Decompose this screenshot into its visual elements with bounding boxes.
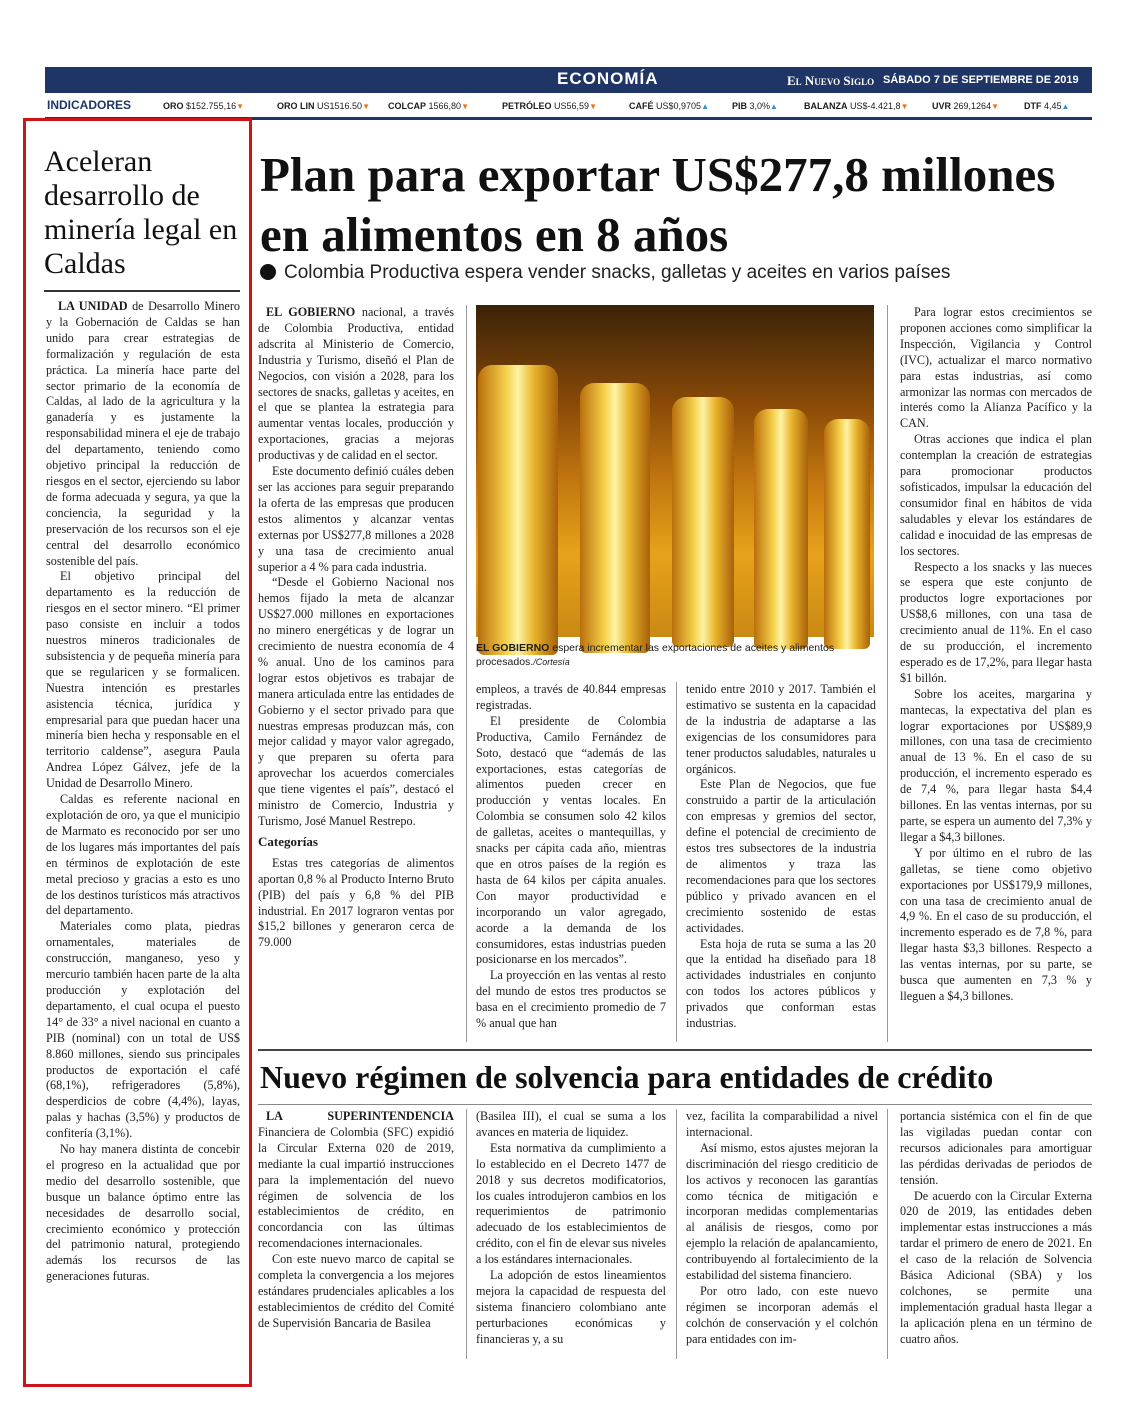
indicator-uvr: UVR 269,1264▼: [932, 101, 999, 111]
paragraph: No hay manera distinta de concebir el progreso en la actualidad que por medio del desarrollo sostenible, que busque un balance óptimo entre las necesidades de desarrollo social, crecimiento económico y protección del patrimonio natural, protegiendo además los recursos de las generaciones futuras.: [46, 1142, 240, 1284]
indicator-oro-lin: ORO LIN US1516.50▼: [277, 101, 370, 111]
sidebar-headline: Aceleran desarrollo de minería legal en Caldas: [44, 145, 238, 280]
paragraph: LA SUPERINTENDENCIA Financiera de Colombia (SFC) expidió la Circular Externa 020 de 2019, mediante la cual impartió instrucciones para la implementación del nuevo régimen de solvencia de los establecimientos de crédito, en concordancia con las últimas recomendaciones internacionales.: [258, 1109, 454, 1251]
down-arrow-icon: ▼: [362, 102, 370, 111]
paragraph: Por otro lado, con este nuevo régimen se incorporan además el colchón de conservación y el colchón para entidades con im-: [686, 1283, 878, 1346]
paragraph: Así mismo, estos ajustes mejoran la discriminación del riesgo crediticio de los activos y reconocen las garantías como técnica de mitigación e incorporan medidas complementarias al análisis de riesgos, como por ejemplo la relación de apalancamiento, contribuyendo al fortalecimiento de la estabilidad del sistema financiero.: [686, 1140, 878, 1283]
paragraph: empleos, a través de 40.844 empresas registradas.: [476, 682, 666, 712]
down-arrow-icon: ▼: [589, 102, 597, 111]
down-arrow-icon: ▼: [461, 102, 469, 111]
second-column-3: [686, 1109, 878, 1348]
paragraph: Con este nuevo marco de capital se completa la convergencia a los mejores estándares prudenciales aplicables a los establecimientos de crédito del Comité de Supervisión Bancaria de Basilea: [258, 1252, 454, 1330]
second-headline: Nuevo régimen de solvencia para entidades de crédito: [260, 1059, 994, 1095]
section-separator: [258, 1049, 1092, 1051]
up-arrow-icon: ▲: [1061, 102, 1070, 111]
indicator-balanza: BALANZA US$-4.421,8▼: [804, 101, 909, 111]
column-divider: [887, 305, 888, 1042]
indicator-pib: PIB 3,0%▲: [732, 101, 778, 111]
section-title: ECONOMÍA: [557, 69, 659, 88]
bullet-icon: [260, 264, 276, 280]
column-divider: [466, 305, 467, 1042]
paragraph: La adopción de estos lineamientos mejora la capacidad de respuesta del sistema financiero colombiano ante perturbaciones económicas y financieras y, a su: [476, 1268, 666, 1346]
paragraph: Sobre los aceites, margarina y mantecas, la expectativa del plan es lograr exportaciones por US$89,9 millones, con una tasa de crecimiento anual de 13 %. En el caso de su producción, el incremento esperado es de 7,4 %, para llegar hasta $4,4 billones. En las ventas internas, por su parte, se espera un aumento del 7,3% y llegar a $4,3 billones.: [900, 686, 1092, 844]
down-arrow-icon: ▼: [900, 102, 909, 111]
paragraph: Esta normativa da cumplimiento a lo establecido en el Decreto 1477 de 2018 y sus decretos modificatorios, los cuales introdujeron cambios en los requerimientos de patrimonio adecuado de los establecimientos de crédito, con el fin de elevar sus niveles a los estándares internacionales.: [476, 1140, 666, 1267]
indicators-title: INDICADORES: [47, 98, 132, 112]
up-arrow-icon: ▲: [701, 102, 709, 111]
paragraph: De acuerdo con la Circular Externa 020 de 2019, las entidades deben implementar estas instrucciones a más tardar el primero de enero de 2021. En el caso de la relación de Solvencia Básica Adicional (SBA) y los colchones, se permite una implementación gradual hasta llegar a la aplicación plena en un término de cuatro años.: [900, 1188, 1092, 1346]
bottles-photo: [476, 305, 874, 637]
paragraph: (Basilea III), el cual se suma a los avances en materia de liquidez.: [476, 1109, 666, 1139]
newspaper-name: El Nuevo Siglo: [787, 73, 875, 88]
paragraph: LA UNIDAD de Desarrollo Minero y la Gobernación de Caldas se han unido para crear estrategias de formalización y regulación de esta práctica. La minería hace parte del sector primario de la economía de Caldas, al lado de la agricultura y la ganadería y es justamente la responsabilidad minera el eje de trabajo del departamento, teniendo como objetivo principal la reducción de riesgos en el sector, ejerciendo su labor de forma adecuada y segura, ya que la conciencia, la seguridad y la preservación de los recursos son el eje central del desarrollo económico sostenible del país.: [46, 299, 240, 568]
paragraph: Otras acciones que indica el plan contemplan la creación de estrategias para promocionar productos sofisticados, impulsar la educación del consumidor final en hábitos de vida saludables y elevar los estándares de calidad e inocuidad de las empresas de los sectores.: [900, 432, 1092, 558]
indicator-colcap: COLCAP 1566,80▼: [388, 101, 469, 111]
indicator-cafe: CAFÉ US$0,9705▲: [629, 101, 709, 111]
second-column-4: [900, 1109, 1092, 1348]
paragraph: Y por último en el rubro de las galletas, se tiene como objetivo exportaciones por US$179,9 millones, con una tasa de crecimiento anual de 4,9 %. En el caso de su producción, el incremento esperado es de 7,8 %, para llegar hasta $3,3 billones. Respecto a las ventas internas, por su parte, se busca que aumenten en 7,3 % y lleguen a $4,3 billones.: [900, 845, 1092, 1003]
paragraph: El objetivo principal del departamento es la reducción de riesgos en el sector minero. “El primer paso consiste en incluir a todos nuestros mineros tradicionales de subsistencia y de pequeña minería para que se regularicen y se formalicen. Nuestra intención es prestarles asistencia técnica, jurídica y empresarial para que puedan hacer una minería bien hecha y responsable en el territorio caldense”, asegura Paula Andrea López Gálvez, jefe de la Unidad de Desarrollo Minero.: [46, 569, 240, 791]
subheading: Categorías: [258, 833, 318, 849]
column-divider: [676, 682, 677, 1042]
paragraph: Estas tres categorías de alimentos aportan 0,8 % al Producto Interno Bruto (PIB) del país y 6,8 % del PIB industrial. En 2017 lograron ventas por $15,2 billones y generaron cerca de 79.000: [258, 855, 454, 950]
second-column-2: [476, 1109, 666, 1348]
paragraph: Este documento definió cuáles deben ser las acciones para seguir preparando la oferta de las empresas que producen estos alimentos y alcanzar ventas externas por US$277,8 millones a 2028 y una tasa de crecimiento anual superior a 4 % para cada industria.: [258, 464, 454, 574]
up-arrow-icon: ▲: [770, 102, 778, 111]
indicator-petroleo: PETRÓLEO US56,59▼: [502, 101, 597, 111]
paragraph: portancia sistémica con el fin de que las vigiladas puedan contar con recursos adicionales para amortiguar las pérdidas derivadas de periodos de tensión.: [900, 1109, 1092, 1187]
issue-date: SÁBADO 7 DE SEPTIEMBRE DE 2019: [883, 74, 1079, 86]
sidebar-divider: [44, 290, 240, 292]
indicators-row: [45, 95, 1092, 120]
paragraph: Caldas es referente nacional en explotación de oro, ya que el municipio de Marmato es reconocido por ser uno de los lugares más importantes del país en términos de explotación de este metal precioso y gracias a esto es uno de los destinos turísticos más atractivos del departamento.: [46, 792, 240, 918]
paragraph: EL GOBIERNO nacional, a través de Colombia Productiva, entidad adscrita al Ministerio de Comercio, Industria y Turismo, diseñó el Plan de Negocios, con visión a 2028, para los sectores de snacks, galletas y aceites, en el que se plantea la estrategia para aumentar ventas locales, producción y exportaciones, gracias a mejoras productivas y de calidad en el sector.: [258, 305, 454, 463]
paragraph: Materiales como plata, piedras ornamentales, materiales de construcción, manganeso, yeso y mercurio también hacen parte de la alta producción y explotación del departamento, el cual ocupa el puesto 14° de 33° a nivel nacional en cuanto a PIB (nominal) con un total de US$ 8.860 millones, siendo sus principales productos de exportación el café (68,1%), refrigeradores (5,8%), desperdicios de cobre (4,4%), layas, palas y hachas (3,5%) y productos de confitería (3,1%).: [46, 919, 240, 1141]
paragraph: “Desde el Gobierno Nacional nos hemos fijado la meta de alcanzar US$27.000 millones en exportaciones no minero energéticas y de lograr un crecimiento de nuestra economía de 4 % anual. Uno de los caminos para lograr estos objetivos es trabajar de manera articulada entre las entidades de Gobierno y el sector privado para que nuestras empresas produzcan más, con mejor calidad y mayor valor agregado, y que preparen su oferta para aprovechar los acuerdos comerciales que tiene vigentes el país”, destacó el ministro de Comercio, Industria y Turismo, José Manuel Restrepo.: [258, 575, 454, 828]
down-arrow-icon: ▼: [236, 102, 245, 111]
column-divider: [887, 1109, 888, 1359]
column-divider: [676, 1109, 677, 1359]
paragraph: Respecto a los snacks y las nueces se espera que este conjunto de productos logre exportaciones por US$8,6 millones, con una tasa de crecimiento anual de 11%. En el caso de su producción, el incremento esperado es de 17,2%, para llegar hasta $1 billón.: [900, 559, 1092, 685]
article-column-3: [686, 682, 876, 1032]
section-separator: [258, 1104, 1092, 1105]
article-column-4: [900, 305, 1092, 1005]
section-header-bar: [45, 67, 1132, 93]
down-arrow-icon: ▼: [991, 102, 999, 111]
photo-caption: EL GOBIERNO espera incrementar las exportaciones de aceites y alimentos procesados./Cortesía: [476, 642, 835, 668]
article-column-2: [476, 682, 666, 1032]
paragraph: Esta hoja de ruta se suma a las 20 que la entidad ha diseñado para 18 actividades industriales en conjunto con todos los actores públicos y privados que conforman estas industrias.: [686, 936, 876, 1031]
article-column-1: [258, 305, 454, 951]
paragraph: tenido entre 2010 y 2017. También el estimativo se sustenta en la capacidad de la industria de adaptarse a las exigencias de los consumidores para tener productos saludables, naturales u orgánicos.: [686, 682, 876, 776]
page-number: 3B: [1109, 69, 1132, 89]
main-subheadline: Colombia Productiva espera vender snacks, galletas y aceites en varios países: [260, 262, 1080, 284]
paragraph: La proyección en las ventas al resto del mundo de estos tres productos se basa en el crecimiento promedio de 7 % anual que han: [476, 968, 666, 1031]
paragraph: El presidente de Colombia Productiva, Camilo Fernández de Soto, destacó que “además de las exportaciones, estas categorías de alimentos pueden crecer en producción y ventas locales. En Colombia se consumen solo 42 kilos de galletas, aceites o mantequillas, y snacks per cápita cada año, mientras que en otros países de la región es hasta de 64 kilos per cápita anuales. Con mayor productividad e incorporando un valor agregado, acorde a la demanda de los consumidores, estas industrias pueden posicionarse en los mercados”.: [476, 713, 666, 967]
sidebar-article-body: [46, 299, 240, 1285]
indicator-oro: ORO $152.755,16▼: [163, 101, 245, 111]
column-divider: [466, 1109, 467, 1359]
paragraph: Para lograr estos crecimientos se proponen acciones como simplificar la Inspección, Vigilancia y Control (IVC), actualizar el marco normativo para estas industrias, así como armonizar las normas con mercados de interés como la Alianza Pacífico y la CAN.: [900, 305, 1092, 431]
paragraph: vez, facilita la comparabilidad a nivel internacional.: [686, 1109, 878, 1139]
indicator-dtf: DTF 4,45▲: [1024, 101, 1070, 111]
main-headline: Plan para exportar US$277,8 millones en alimentos en 8 años: [260, 147, 1056, 262]
paragraph: Este Plan de Negocios, que fue construido a partir de la articulación con empresas y gremios del sector, define el potencial de crecimiento de estos tres subsectores de la industria de alimentos y traza las recomendaciones para que los sectores público y privado avancen en el crecimiento sostenido de estas actividades.: [686, 777, 876, 935]
second-column-1: [258, 1109, 454, 1332]
